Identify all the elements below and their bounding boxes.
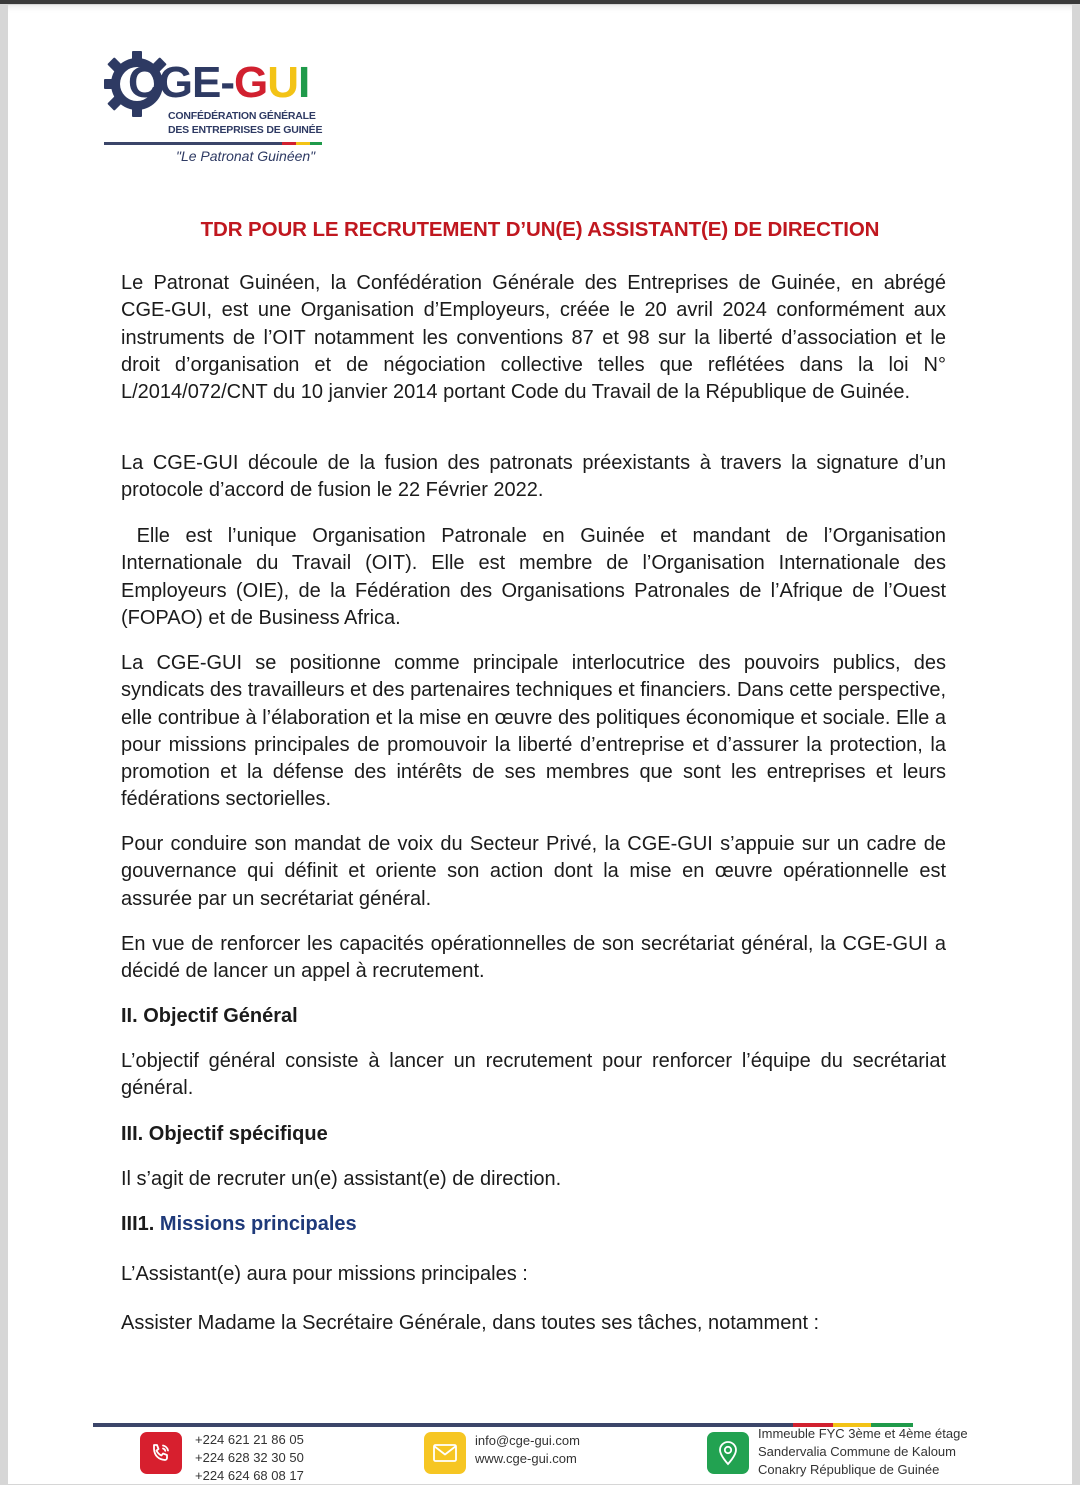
logo-subtitle: CONFÉDÉRATION GÉNÉRALE DES ENTREPRISES DE GUINÉE — [168, 110, 323, 136]
heading-missions-principales: III1. Missions principales — [121, 1213, 357, 1235]
mail-icon — [424, 1432, 466, 1474]
location-pin-icon — [707, 1432, 749, 1474]
website-link[interactable]: www.cge-gui.com — [475, 1451, 577, 1466]
logo-divider — [104, 142, 322, 145]
phone-icon — [140, 1432, 182, 1474]
paragraph-membership: Elle est l’unique Organisation Patronale en Guinée et mandant de l’Organisation Internationale du Travail (OIT). Elle est membre de l’Organisation Internationale des Employeurs (OIE), de la Fédération des Organisations Patronales de l’Afrique de l’Ouest (FOPAO) et de Business Africa. — [121, 525, 952, 629]
paragraph-fusion: La CGE-GUI découle de la fusion des patronats préexistants à travers la signature d’un protocole d’accord de fusion le 22 Février 2022. — [121, 452, 946, 502]
phone-number[interactable]: +224 621 21 86 05 — [195, 1432, 304, 1447]
paragraph-intro: Le Patronat Guinéen, la Confédération Générale des Entreprises de Guinée, en abrégé CGE-GUI, est une Organisation d’Employeurs, créée le 20 avril 2024 conformément aux instruments de l’OIT notamment les conventions 87 et 98 sur la liberté d’association et le droit d’organisation et de négociation collective telles que reflétées dans la loi N° L/2014/072/CNT du 10 janvier 2014 portant Code du Travail de la République de Guinée. — [121, 272, 946, 404]
logo-tagline: "Le Patronat Guinéen" — [176, 148, 316, 164]
footer-phones — [195, 1431, 304, 1485]
paragraph-objectif-general: L’objectif général consiste à lancer un recrutement pour renforcer l’équipe du secrétariat général. — [121, 1050, 946, 1100]
cge-gui-logo — [98, 45, 338, 170]
paragraph-missions-intro: L’Assistant(e) aura pour missions principales : — [121, 1263, 528, 1285]
paragraph-role: La CGE-GUI se positionne comme principale interlocutrice des pouvoirs publics, des syndicats des travailleurs et des partenaires techniques et financiers. Dans cette perspective, elle contribue à l’élaboration et la mise en œuvre des politiques économique et sociale. Elle a pour missions principales de promouvoir la liberté d’entreprise et d’assurer la protection, la promotion et la défense des intérêts de ses membres que sont les entreprises et leurs fédérations sectorielles. — [121, 652, 946, 811]
document-title: TDR POUR LE RECRUTEMENT D’UN(E) ASSISTANT(E) DE DIRECTION — [200, 218, 880, 241]
email-link[interactable]: info@cge-gui.com — [475, 1433, 580, 1448]
phone-number[interactable]: +224 628 32 30 50 — [195, 1450, 304, 1465]
viewer-top-bar — [0, 0, 1080, 4]
heading-objectif-general: II. Objectif Général — [121, 1005, 298, 1027]
paragraph-task-intro: Assister Madame la Secrétaire Générale, dans toutes ses tâches, notamment : — [121, 1312, 820, 1334]
paragraph-objectif-specifique: Il s’agit de recruter un(e) assistant(e) de direction. — [121, 1168, 562, 1190]
footer-address: Immeuble FYC 3ème et 4ème étage Sandervalia Commune de Kaloum Conakry République de Guinée — [758, 1426, 968, 1477]
footer-contact — [475, 1432, 580, 1468]
paragraph-governance: Pour conduire son mandat de voix du Secteur Privé, la CGE-GUI s’appuie sur un cadre de gouvernance qui définit et oriente son action dont la mise en œuvre opérationnelle est assurée par un secrétariat général. — [121, 833, 946, 910]
document-page — [8, 5, 1072, 1484]
phone-number[interactable]: +224 624 68 08 17 — [195, 1468, 304, 1483]
paragraph-recruitment: En vue de renforcer les capacités opérationnelles de son secrétariat général, la CGE-GUI a décidé de lancer un appel à recrutement. — [121, 933, 946, 983]
logo-wordmark: CGE-GUI — [128, 58, 310, 107]
heading-objectif-specifique: III. Objectif spécifique — [121, 1123, 328, 1145]
